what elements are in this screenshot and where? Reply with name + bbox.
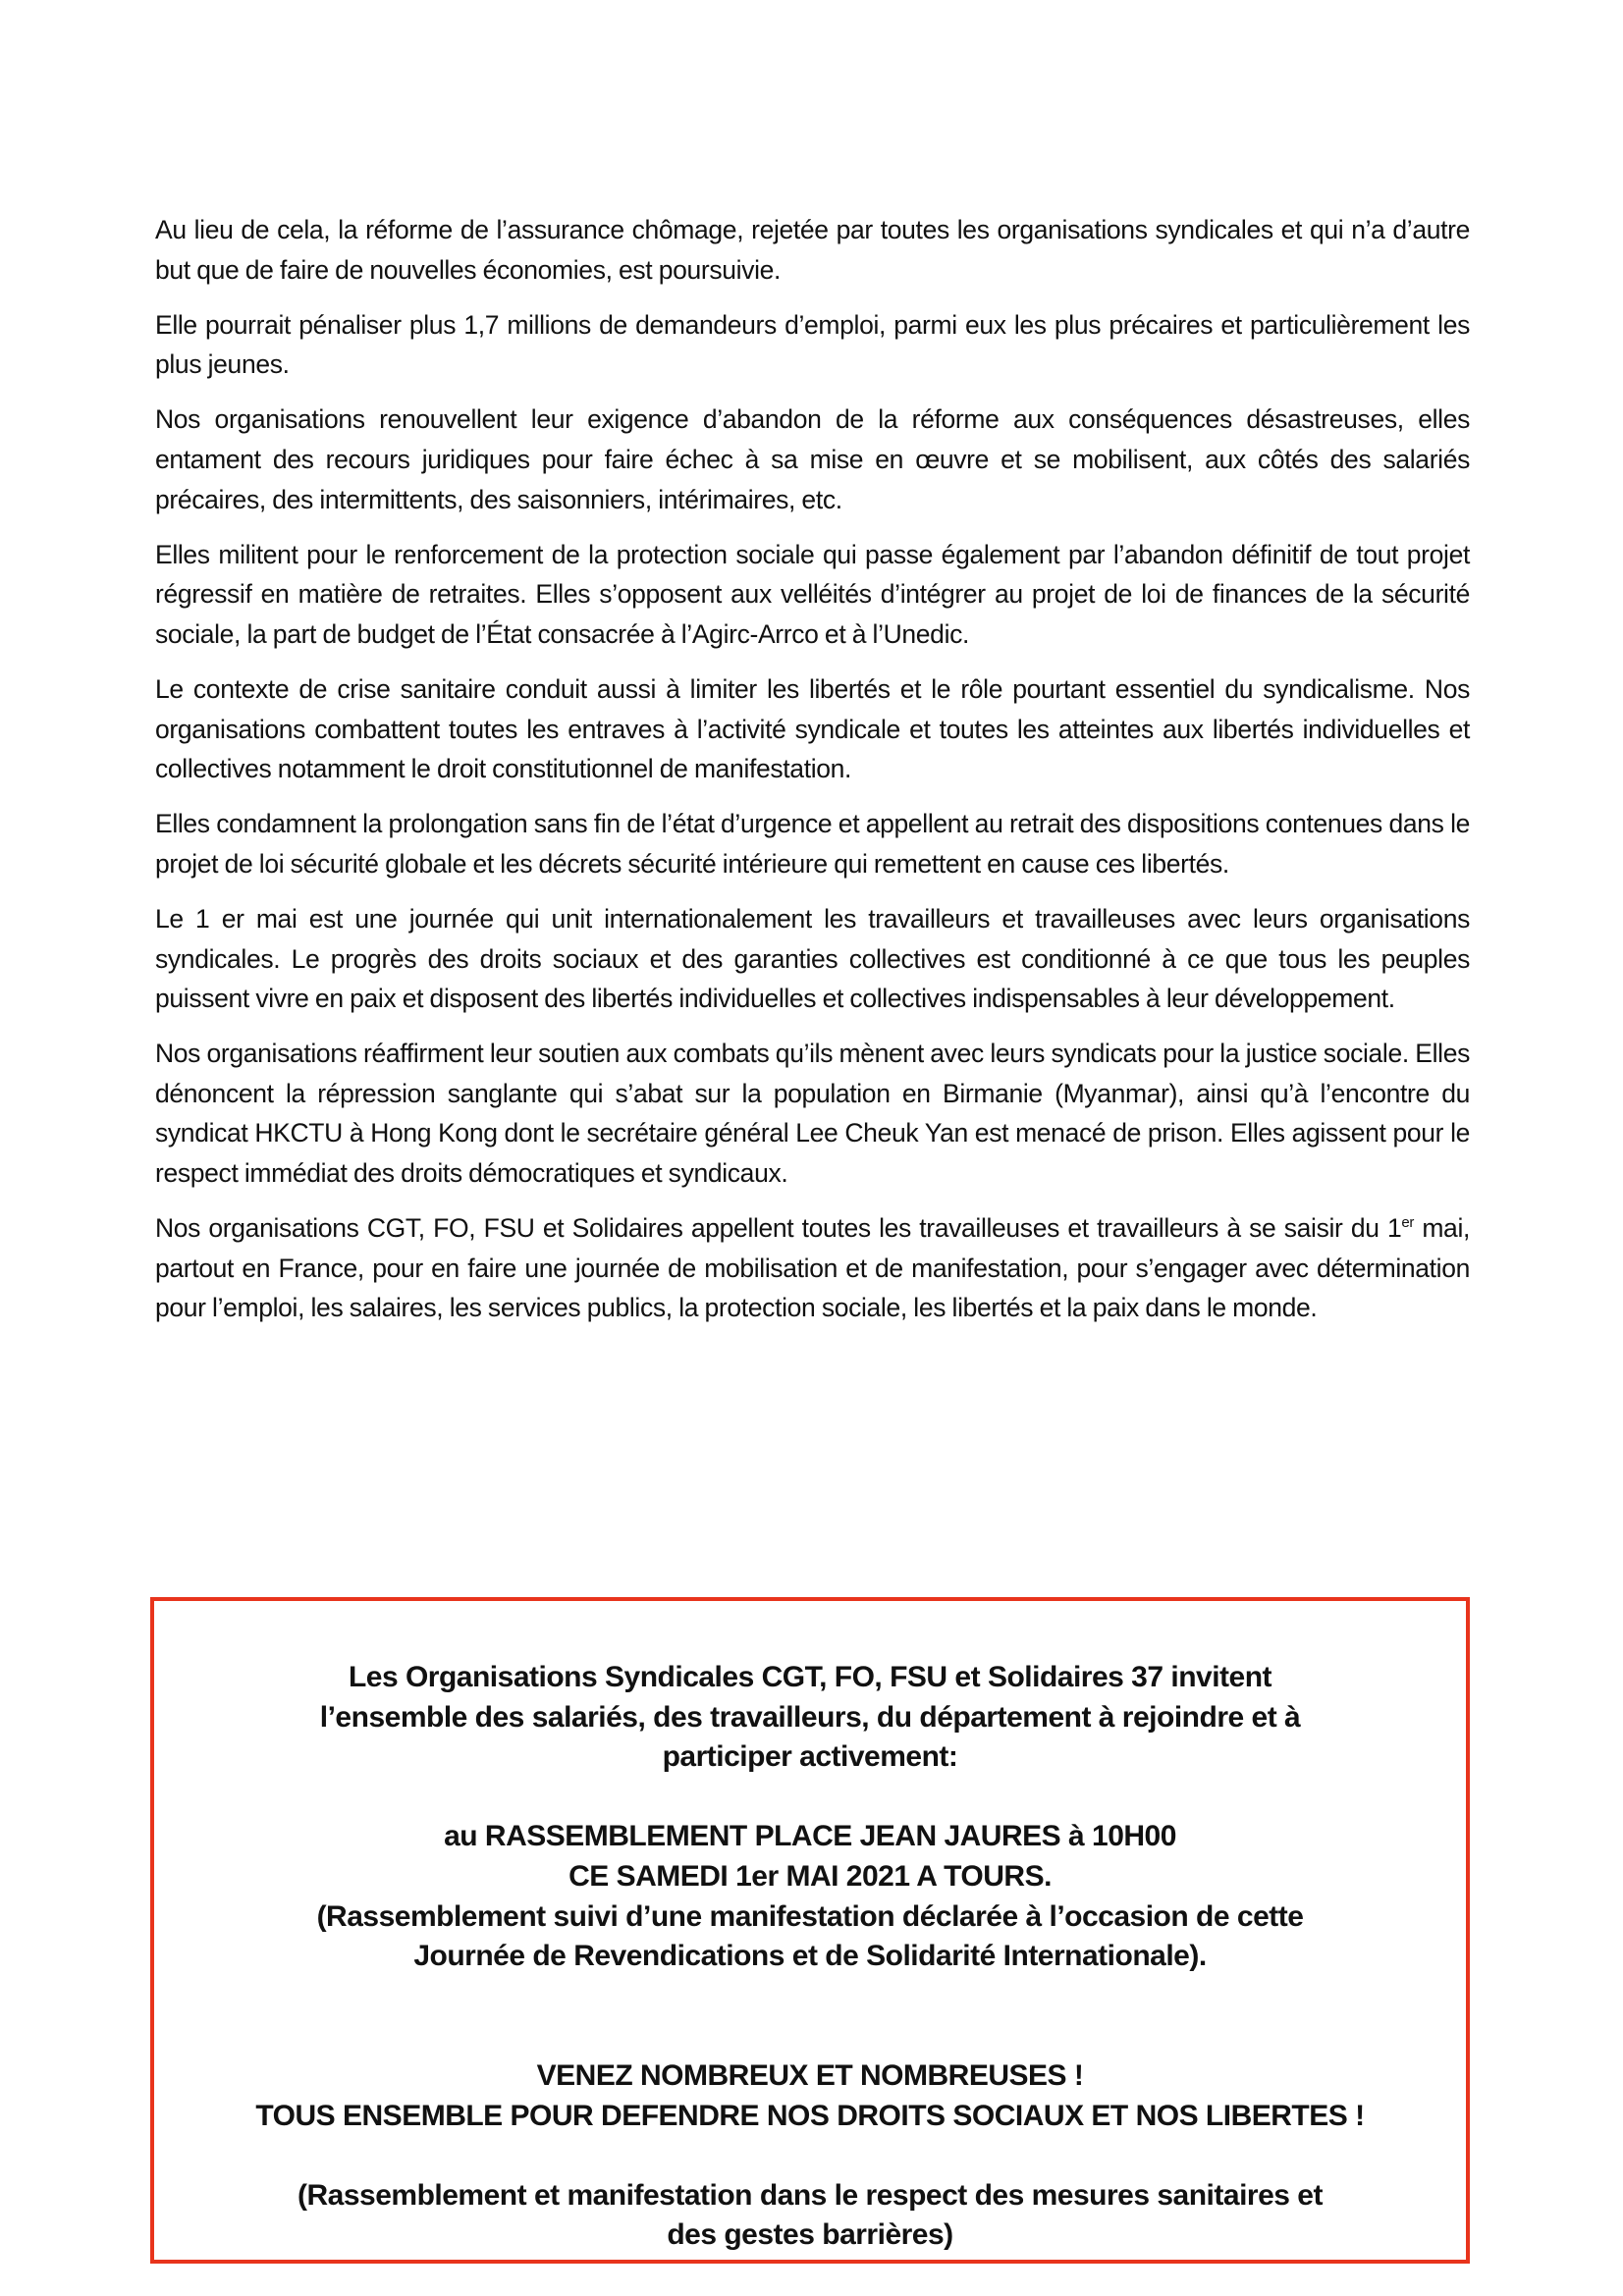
spacer: [154, 1977, 1466, 2056]
invitation-block: [154, 1658, 1466, 1778]
rally-notice-box: [150, 1597, 1470, 2264]
sanitary-note-line: des gestes barrières): [667, 2218, 953, 2252]
paragraph-etat-urgence: Elles condamnent la prolongation sans fin de l’état d’urgence et appellent au retrait des dispositions contenues dans le projet de loi sécurité globale et les décrets sécurité intérieure qui remettent en cause ces libertés.: [155, 809, 1470, 879]
invitation-line: participer activement:: [662, 1740, 958, 1774]
appel-text-end: mai, partout en France, pour en faire une journée de mobilisation et de manifestation, pour s’engager avec détermination pour l’emploi, les salaires, les services publics, la protection sociale, les libertés et la paix dans le monde.: [155, 1213, 1470, 1323]
event-detail-line: (Rassemblement suivi d’une manifestation déclarée à l’occasion de cette: [316, 1899, 1304, 1933]
slogan-line: TOUS ENSEMBLE POUR DEFENDRE NOS DROITS SOCIAUX ET NOS LIBERTES !: [255, 2099, 1365, 2132]
event-detail-line: Journée de Revendications et de Solidarité Internationale).: [413, 1940, 1207, 1973]
paragraph-assurance-chomage: Au lieu de cela, la réforme de l’assurance chômage, rejetée par toutes les organisations syndicales et qui n’a d’autre but que de faire de nouvelles économies, est poursuivie.: [155, 215, 1470, 285]
slogan-block: [154, 2056, 1466, 2136]
document-body: [155, 210, 1470, 1343]
sanitary-note-line: (Rassemblement et manifestation dans le respect des mesures sanitaires et: [298, 2178, 1323, 2212]
spacer: [154, 1778, 1466, 1818]
event-date-line: CE SAMEDI 1er MAI 2021 A TOURS.: [568, 1859, 1052, 1893]
paragraph-crise-sanitaire: Le contexte de crise sanitaire conduit aussi à limiter les libertés et le rôle pourtant essentiel du syndicalisme. Nos organisations combattent toutes les entraves à l’activité syndicale et toutes les atteintes aux libertés individuelles et collectives notamment le droit constitutionnel de manifestation.: [155, 673, 1470, 784]
paragraph-abandon-reforme: Nos organisations renouvellent leur exigence d’abandon de la réforme aux conséquences désastreuses, elles entament des recours juridiques pour faire échec à sa mise en œuvre et se mobilisent, aux côtés des salariés précaires, des intermittents, des saisonniers, intérimaires, etc.: [155, 404, 1470, 514]
rally-notice-content: [154, 1658, 1466, 2256]
paragraph-protection-sociale: Elles militent pour le renforcement de la protection sociale qui passe également par l’abandon définitif de tout projet régressif en matière de retraites. Elles s’opposent aux velléités d’intégrer au projet de loi de finances de la sécurité sociale, la part de budget de l’État consacrée à l’Agirc-Arrco et à l’Unedic.: [155, 539, 1470, 649]
invitation-line: l’ensemble des salariés, des travailleurs, du département à rejoindre et à: [319, 1700, 1301, 1734]
event-block: [154, 1817, 1466, 1976]
paragraph-premier-mai: Le 1 er mai est une journée qui unit internationalement les travailleurs et travailleuses avec leurs organisations syndicales. Le progrès des droits sociaux et des garanties collectives est conditionné à ce que tous les peuples puissent vivre en paix et disposent des libertés individuelles et collectives indispensables à leur développement.: [155, 903, 1470, 1014]
spacer: [154, 2136, 1466, 2176]
slogan-line: VENEZ NOMBREUX ET NOMBREUSES !: [536, 2058, 1084, 2092]
invitation-line: Les Organisations Syndicales CGT, FO, FSU et Solidaires 37 invitent: [348, 1661, 1272, 1693]
appel-text-start: Nos organisations CGT, FO, FSU et Solidaires appellent toutes les travailleuses et travailleurs à se saisir du 1: [155, 1213, 1402, 1244]
sanitary-note-block: [154, 2176, 1466, 2256]
event-location-line: au RASSEMBLEMENT PLACE JEAN JAURES à 10H00: [444, 1820, 1176, 1853]
ordinal-superscript: er: [1401, 1214, 1414, 1232]
paragraph-demandeurs-emploi: Elle pourrait pénaliser plus 1,7 millions de demandeurs d’emploi, parmi eux les plus précaires et particulièrement les plus jeunes.: [155, 309, 1470, 380]
paragraph-soutien-combats: Nos organisations réaffirment leur soutien aux combats qu’ils mènent avec leurs syndicats pour la justice sociale. Elles dénoncent la répression sanglante qui s’abat sur la population en Birmanie (Myanmar), ainsi qu’à l’encontre du syndicat HKCTU à Hong Kong dont le secrétaire général Lee Cheuk Yan est menacé de prison. Elles agissent pour le respect immédiat des droits démocratiques et syndicaux.: [155, 1039, 1470, 1188]
paragraph-appel-mobilisation: [155, 1208, 1470, 1328]
